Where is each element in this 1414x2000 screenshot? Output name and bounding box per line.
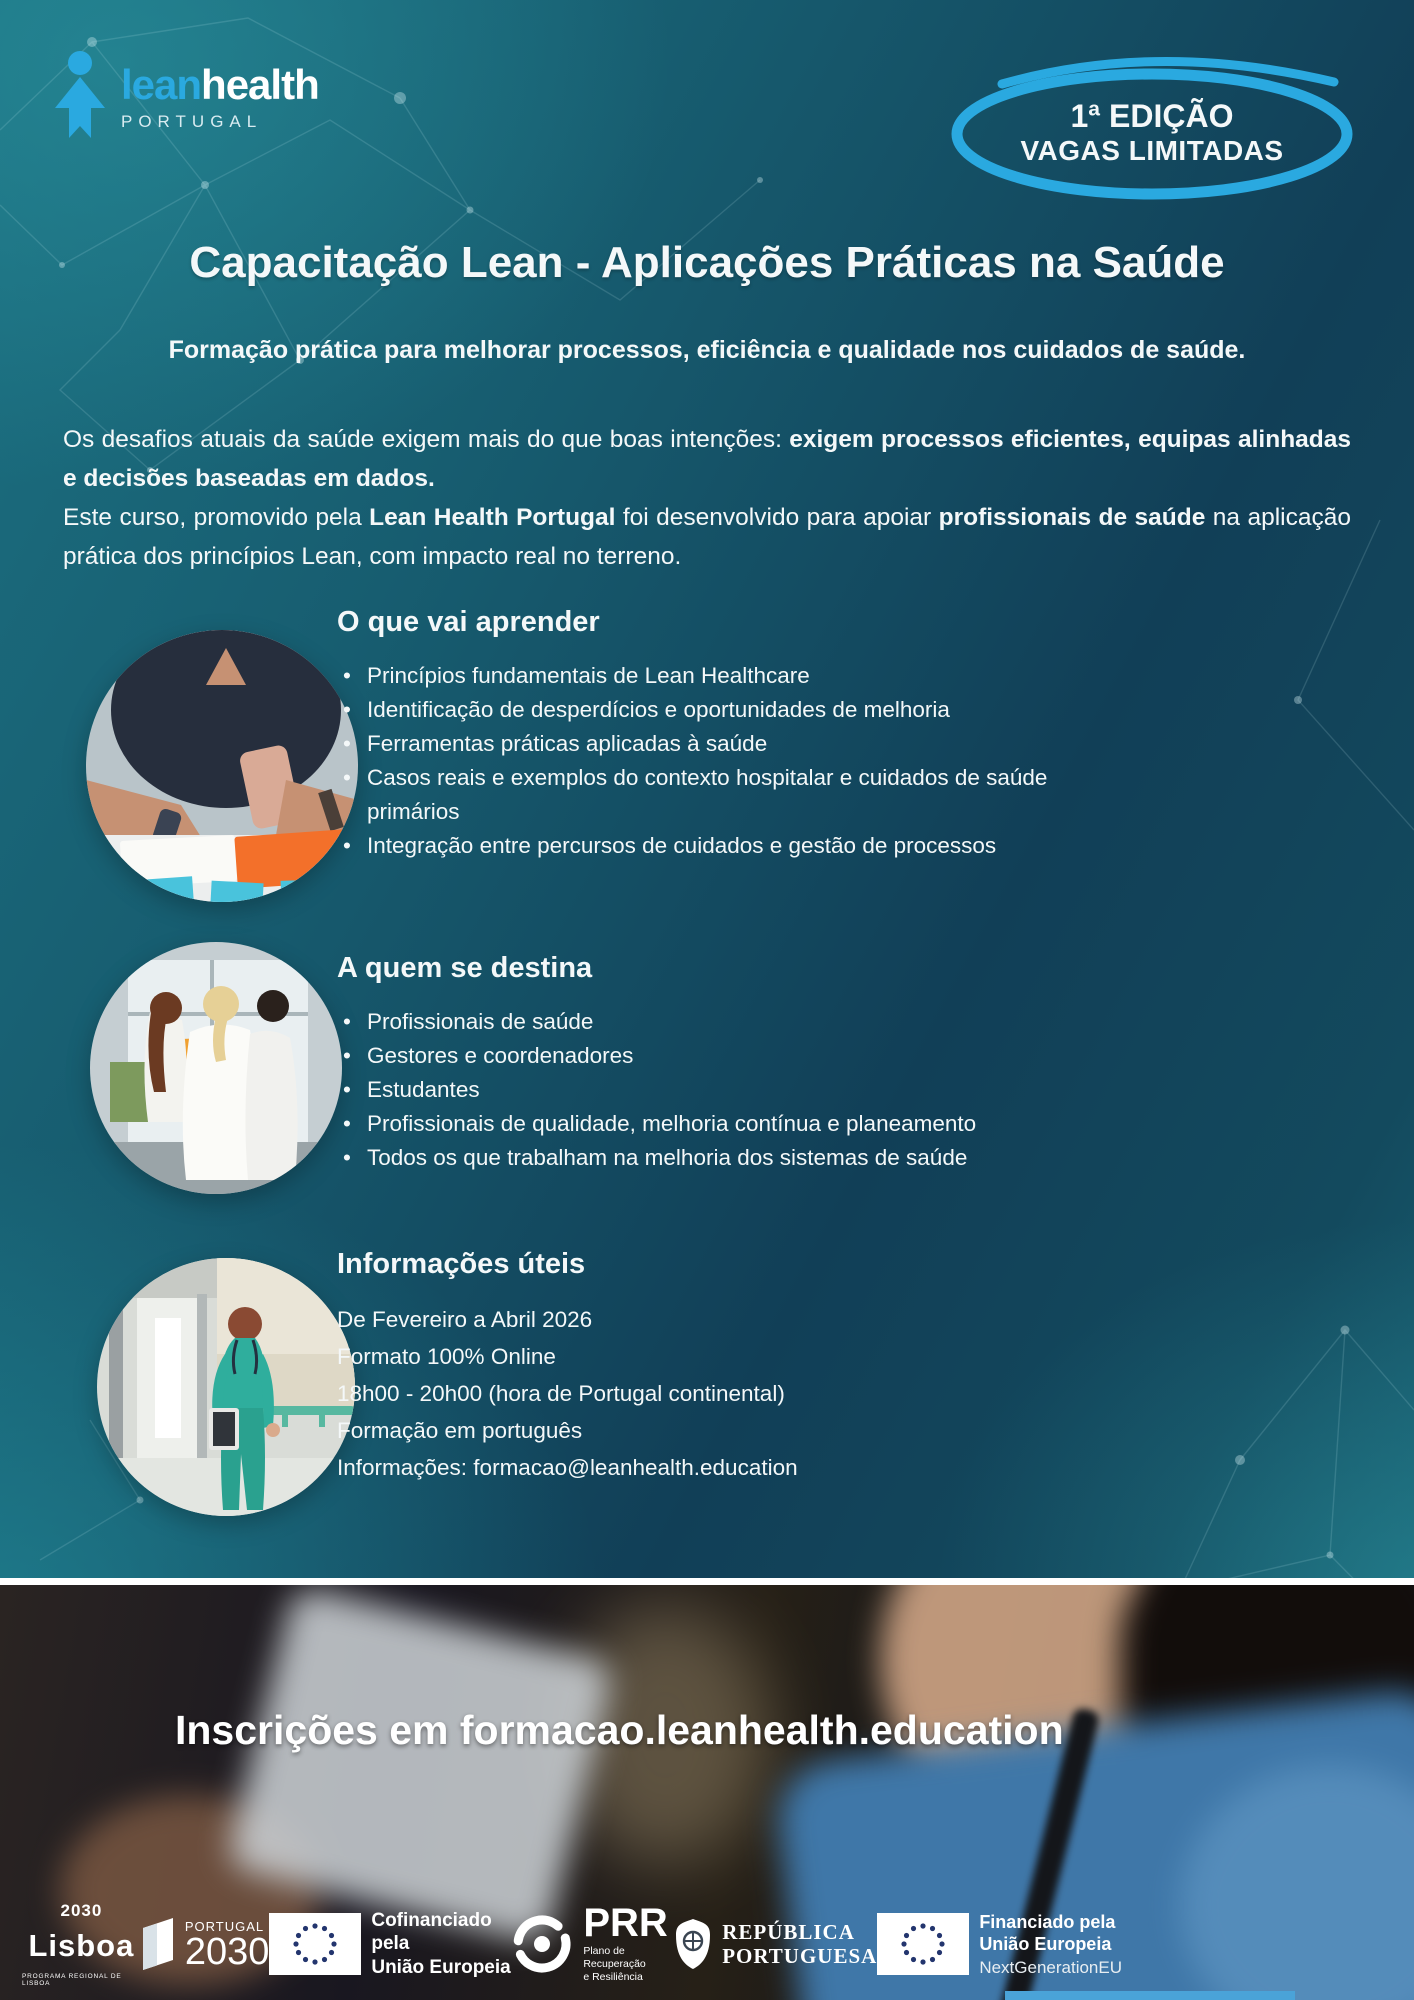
list-item: Formação em português	[337, 1418, 583, 1443]
list-item: • Integração entre percursos de cuidados e gestão de processos	[337, 829, 1057, 863]
portugal-2030-flag-icon	[141, 1918, 175, 1970]
eu-flag-icon	[877, 1913, 969, 1975]
page-title: Capacitação Lean - Aplicações Práticas na Saúde	[189, 238, 1225, 287]
intro-bold-text: Lean Health Portugal	[369, 504, 616, 531]
edition-badge	[942, 52, 1362, 202]
prr-subtitle: Plano de Recuperação e Resiliência	[583, 1944, 646, 1983]
eu-cofinanced-logo	[269, 1909, 511, 1980]
logo-subtitle: PORTUGAL	[121, 112, 263, 131]
bottom-photo-strip	[0, 1585, 1414, 2000]
list-item: • Profissionais de saúde	[337, 1005, 1057, 1039]
portugal-2030-logo	[141, 1918, 270, 1973]
list-item: • Profissionais de qualidade, melhoria contínua e planeamento	[337, 1107, 1057, 1141]
list-item: Formato 100% Online	[337, 1344, 556, 1369]
photo-team-working-with-phone	[86, 630, 358, 902]
info-lines	[337, 1301, 1057, 1486]
audience-bullet-list	[337, 1005, 1057, 1175]
intro-bold-text: profissionais de saúde	[938, 504, 1206, 531]
list-item: • Todos os que trabalham na melhoria dos sistemas de saúde	[337, 1141, 1057, 1175]
eu-nextgeneration-logo	[877, 1911, 1122, 1978]
bottom-blue-bar	[1005, 1991, 1295, 2000]
intro-text: foi desenvolvido para apoiar	[615, 504, 939, 531]
portugal-2030-country: PORTUGAL	[184, 1918, 265, 1934]
section-what-you-learn	[337, 606, 1057, 863]
list-item: • Princípios fundamentais de Lean Healthcare	[337, 659, 1057, 693]
eu-cofinanced-line1: Cofinanciado pela	[371, 1909, 492, 1955]
republica-portuguesa-logo	[674, 1917, 877, 1971]
person-icon	[55, 50, 107, 138]
list-item: • Gestores e coordenadores	[337, 1039, 1057, 1073]
list-item: • Identificação de desperdícios e oportunidades de melhoria	[337, 693, 1057, 727]
leanhealth-logo	[55, 50, 319, 138]
section-audience	[337, 952, 1057, 1175]
eu-funded-line3: NextGenerationEU	[979, 1957, 1122, 1977]
portugal-2030-year: 2030	[184, 1930, 270, 1973]
section-useful-info	[337, 1248, 1057, 1486]
list-item: 18h00 - 20h00 (hora de Portugal continental)	[337, 1381, 785, 1406]
lisboa-2030-logo	[22, 1901, 141, 1987]
prr-name: PRR	[583, 1900, 668, 1945]
lisboa-2030-name: Lisboa	[28, 1928, 135, 1963]
logo-wordmark: leanhealth	[121, 61, 319, 108]
white-divider	[0, 1578, 1414, 1585]
eu-funded-line1: Financiado pela	[979, 1911, 1116, 1932]
eu-cofinanced-line2: União Europeia	[371, 1957, 511, 1979]
funding-logos-row	[22, 1901, 1122, 1987]
badge-line2: VAGAS LIMITADAS	[1020, 134, 1284, 166]
list-item: • Casos reais e exemplos do contexto hospitalar e cuidados de saúde primários	[337, 761, 1057, 829]
section-heading: O que vai aprender	[337, 606, 600, 638]
prr-logo	[511, 1900, 674, 1984]
republica-line2: PORTUGUESA	[722, 1944, 878, 1969]
lisboa-2030-subtitle: PROGRAMA REGIONAL DE LISBOA	[22, 1973, 122, 1988]
photo-clinicians-sticky-notes	[90, 942, 342, 1194]
list-item: De Fevereiro a Abril 2026	[337, 1307, 593, 1332]
badge-line1: 1ª EDIÇÃO	[1070, 97, 1234, 134]
intro-text: Os desafios atuais da saúde exigem mais do que boas intenções:	[63, 426, 790, 453]
section-heading: A quem se destina	[337, 952, 593, 984]
registration-url[interactable]: Inscrições em formacao.leanhealth.education	[175, 1707, 1064, 1753]
eu-funded-line2: União Europeia	[979, 1934, 1112, 1955]
photo-nurse-corridor	[97, 1258, 355, 1516]
lisboa-2030-year: 2030	[60, 1901, 103, 1920]
list-item: • Ferramentas práticas aplicadas à saúde	[337, 727, 1057, 761]
learn-bullet-list	[337, 659, 1057, 863]
portuguese-shield-icon	[674, 1917, 712, 1971]
republica-line1: REPÚBLICA	[722, 1920, 855, 1945]
intro-text: Este curso, promovido pela	[63, 504, 370, 531]
eu-flag-icon	[269, 1913, 361, 1975]
intro-text: na aplicação prática dos princípios Lean, com impacto real no terreno.	[63, 504, 1351, 570]
list-item: • Estudantes	[337, 1073, 1057, 1107]
page-subtitle: Formação prática para melhorar processos, eficiência e qualidade nos cuidados de saúde.	[168, 336, 1246, 364]
intro-bold-text: exigem processos eficientes, equipas alinhadas e decisões baseadas em dados.	[63, 426, 1351, 492]
intro-paragraph	[63, 420, 1351, 576]
section-heading: Informações úteis	[337, 1248, 586, 1280]
list-item: Informações: formacao@leanhealth.education	[337, 1455, 798, 1480]
prr-circle-icon	[511, 1913, 573, 1975]
